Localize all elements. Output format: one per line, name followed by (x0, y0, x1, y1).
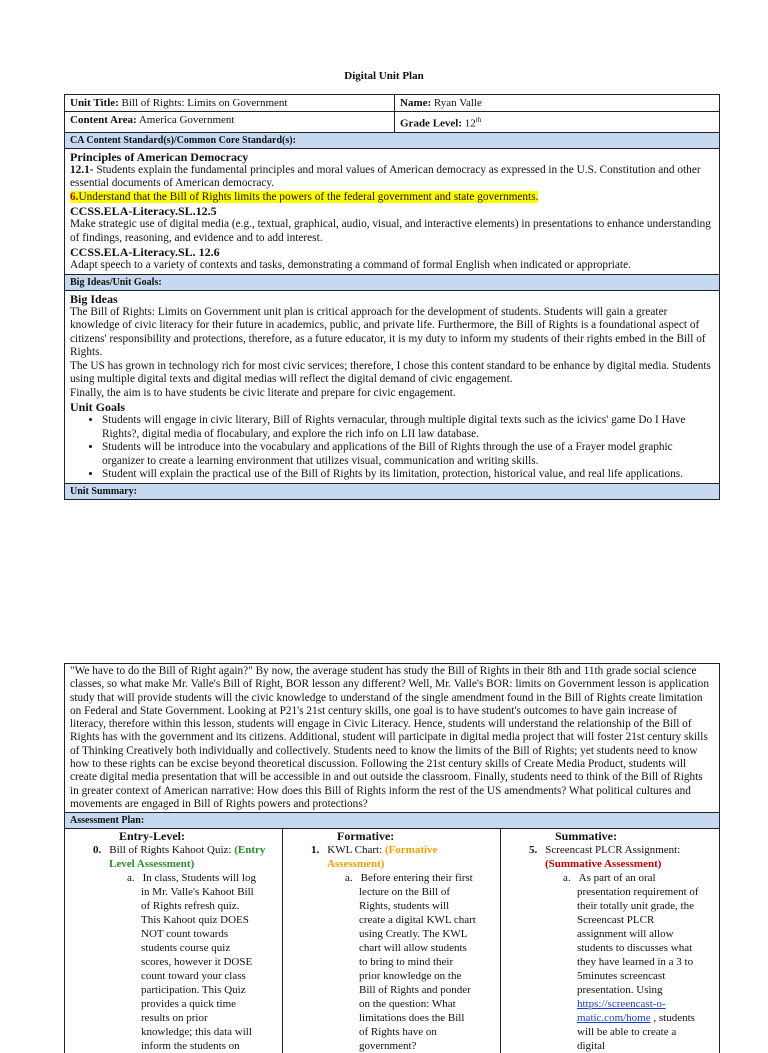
standard-6: 6.Understand that the Bill of Rights limits the powers of the federal government and state governments. (70, 190, 539, 203)
big-ideas-cell (65, 290, 720, 483)
summative-subitem: a. As part of an oral presentation requirement of their totally unit grade, the Screencast PLCR assignment will allow students to discusses what they have learned in a 3 to 5minutes screencast presentation. Using https://screencast-o-matic.com/home , students will be able to create a digital (563, 872, 699, 1053)
standard-sl126-text: Adapt speech to a variety of contexts and tasks, demonstrating a command of formal English when indicated or appropriate. (70, 259, 631, 272)
formative-item: 1. KWL Chart: (Formative Assessment) (311, 844, 438, 871)
formative-heading: Formative: (337, 829, 395, 844)
content-area-cell: Content Area: America Government (65, 112, 395, 133)
entry-level-heading: Entry-Level: (119, 829, 185, 844)
big-ideas-p1: The Bill of Rights: Limits on Government unit plan is critical approach for the development of students. Students will gain a greater knowledge of civic literacy for their future in academics, public, and private life. Furthermore, the Bill of Rights is a foundational aspect of citizens' responsibility and protections, therefore, as a future educator, it is my duty to inform my students of their rights embed in the Bill of Rights. (70, 305, 706, 359)
entry-item: 0. Bill of Rights Kahoot Quiz: (Entry Level Assessment) (93, 844, 266, 871)
page-title: Digital Unit Plan (344, 70, 424, 82)
name-cell: Name: Ryan Valle (395, 95, 720, 112)
big-ideas-heading: Big Ideas (70, 291, 118, 306)
summative-column (501, 829, 720, 1053)
list-item: • Students will engage in civic literary, Bill of Rights vernacular, through multiple digital texts such as the icivics' game Do I Have Rights?, digital media of flocabulary, and explore the rich info on LII law database. (102, 414, 714, 441)
formative-subitem: a. Before entering their first lecture on the Bill of Rights, students will create a digital KWL chart using Creatly. The KWL chart will allow students to bring to mind their prior knowledge on the Bill of Rights and ponder on the question: What limitations does the Bill of Rights have on government? (345, 872, 476, 1053)
standard-sl126-code: CCSS.ELA-Literacy.SL. 12.6 (70, 245, 220, 260)
standards-heading: Principles of American Democracy (70, 149, 249, 164)
summative-item: 5. Screencast PLCR Assignment: (Summative Assessment) (529, 844, 681, 871)
summary-table (64, 663, 720, 1053)
standard-sl125-text: Make strategic use of digital media (e.g., textual, graphical, audio, visual, and interactive elements) in presentations to enhance understanding of findings, reasoning, and evidence and to add interest. (70, 218, 711, 244)
summative-heading: Summative: (555, 829, 617, 844)
unit-summary-bar: Unit Summary: (65, 483, 720, 499)
entry-subitem: a. In class, Students will log in Mr. Valle's Kahoot Bill of Rights refresh quiz. This Kahoot quiz DOES NOT count towards students course quiz scores, however it DOSE count toward your class participation. This Quiz provides a quick time results on prior knowledge; this data will inform the students on (127, 872, 256, 1053)
unit-goals-heading: Unit Goals (70, 400, 126, 415)
formative-column (283, 829, 501, 1053)
grade-level-cell: Grade Level: 12th (395, 112, 720, 133)
unit-plan-table (64, 94, 720, 500)
entry-level-column (65, 829, 283, 1053)
unit-goals-list (70, 414, 714, 482)
standards-bar: CA Content Standard(s)/Common Core Standard(s): (65, 132, 720, 148)
standard-12-1: 12.1- Students explain the fundamental principles and moral values of American democracy as expressed in the U.S. Constitution and other essential documents of American democracy. (70, 163, 701, 190)
big-ideas-p2: The US has grown in technology rich for most civic services; therefore, I chose this content standard to be enhance by digital media. Students using multiple digital texts and digital medias will reflect the digital demand of civic engagement. (70, 359, 711, 386)
big-ideas-bar: Big Ideas/Unit Goals: (65, 274, 720, 290)
list-item: • Student will explain the practical use of the Bill of Rights by its limitation, protection, historical value, and real life applications. (102, 468, 714, 482)
standards-cell (65, 148, 720, 274)
unit-title-cell: Unit Title: Bill of Rights: Limits on Government (65, 95, 395, 112)
list-item: • Students will be introduce into the vocabulary and applications of the Bill of Rights through the use of a Frayer model graphic organizer to create a learning environment that utilizes visual, communication and writing skills. (102, 441, 714, 468)
assessment-bar: Assessment Plan: (65, 813, 720, 829)
screencast-link[interactable]: https://screencast-o-matic.com/home (577, 998, 666, 1025)
standard-sl125-code: CCSS.ELA-Literacy.SL.12.5 (70, 204, 217, 219)
big-ideas-p3: Finally, the aim is to have students be civic literate and prepare for civic engagement. (70, 386, 456, 399)
unit-summary-cell: "We have to do the Bill of Right again?" By now, the average student has study the Bill of Rights in their 8th and 11th grade social science classes, so what make Mr. Valle's Bill of Right, BOR lesson any different? Well, Mr. Valle's BOR: limits on Government lesson is application study that will provide students will the civic knowledge to understand of the single amendment found in the Bill of Rights create limitation on Federal and State Government. Looking at P21's 21st century skills, one goal is to have student's outcomes to have gain increase of literacy, therefore within this lesson, students will engage in Civic Literacy. Hence, students will understand the relationship of the Bill of Rights has with the government and its citizens. Additional, student will participate in digital media project that will foster 21st century skills of Thinking Creatively both individually and collectively. Students need to know the limits of the Bill of Rights; yet students need to know how to these rights can be excise beyond theoretical discussion. Following the 21st century skills of Create Media Product, students will create digital media presentation that will be accessible in and out outside the classroom. Finally, students need to think of the Bill of Rights in greater context of American narrative: How does this Bill of Rights inform the rest of the US amendments? What political cultures and movements are engaged in Bill of Rights powers and protections? (65, 664, 720, 813)
